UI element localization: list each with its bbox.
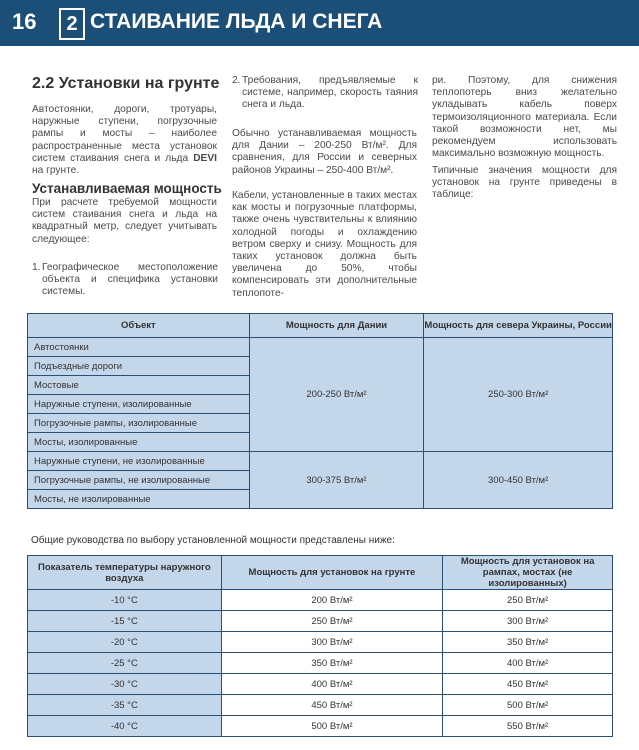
intro-end: на грунте. xyxy=(32,165,80,177)
table-row-object: Подъездные дороги xyxy=(28,357,250,376)
table-row-object: Мосты, изолированные xyxy=(28,433,250,452)
ramps-power-cell: 250 Вт/м² xyxy=(443,590,613,611)
typical-power-paragraph: Обычно устанавливаемая мощность для Дании – 200-250 Вт/м². Для сравнения, для России и северных районов Украины – 250-400 Вт/м². xyxy=(232,128,417,176)
table-row xyxy=(28,632,613,653)
ramps-power-cell: 400 Вт/м² xyxy=(443,653,613,674)
bridges-paragraph: Кабели, установленные в таких местах как мосты и погрузочные платформы, также очень чувствительны к влиянию холодной погоды и охлаждению ветром сверху и снизу. Мощность для таких установок должна быть увеличена до 50%, чтобы компенсировать эти дополнительные теплопоте- xyxy=(232,190,417,299)
intro-text: Автостоянки, дороги, тротуары, наружные ступени, погрузочные рампы и мосты – наиболее распространенные места установок систем стаивания снега и льда xyxy=(32,104,217,164)
table-row-object: Наружные ступени, не изолированные xyxy=(28,452,250,471)
table-row-object: Погрузочные рампы, не изолированные xyxy=(28,471,250,490)
table-intro-paragraph: Типичные значения мощности для установок на грунте приведены в таблице: xyxy=(432,165,617,201)
ramps-power-cell: 550 Вт/м² xyxy=(443,716,613,737)
temperature-cell: -40 °С xyxy=(28,716,222,737)
table-row-object: Наружные ступени, изолированные xyxy=(28,395,250,414)
table-row xyxy=(28,716,613,737)
header-object: Объект xyxy=(28,314,250,338)
guidelines-note: Общие руководства по выбору установленной мощности представлены ниже: xyxy=(31,535,395,546)
ramps-power-cell: 500 Вт/м² xyxy=(443,695,613,716)
page-header xyxy=(0,0,639,46)
table-row-object: Мостовые xyxy=(28,376,250,395)
table-row xyxy=(28,674,613,695)
table-row-object: Автостоянки xyxy=(28,338,250,357)
temperature-cell: -15 °С xyxy=(28,611,222,632)
ground-power-cell: 200 Вт/м² xyxy=(221,590,443,611)
ground-power-cell: 450 Вт/м² xyxy=(221,695,443,716)
list-number: 2. xyxy=(232,75,241,86)
table-row-object: Мосты, не изолированные xyxy=(28,490,250,509)
north-value-group-2: 300-450 Вт/м² xyxy=(424,452,613,509)
table-row xyxy=(28,653,613,674)
header-north: Мощность для севера Украины, России xyxy=(424,314,613,338)
temperature-power-table xyxy=(27,555,613,737)
list-text: Требования, предъявляемые к системе, например, скорость таяния снега и льда. xyxy=(242,75,418,111)
header-denmark: Мощность для Дании xyxy=(249,314,424,338)
brand-name: DEVI xyxy=(193,152,217,164)
table-row xyxy=(28,590,613,611)
temperature-cell: -30 °С xyxy=(28,674,222,695)
ramps-power-cell: 350 Вт/м² xyxy=(443,632,613,653)
list-text: Географическое местоположение объекта и специфика установки системы. xyxy=(42,262,218,298)
header-ground: Мощность для установок на грунте xyxy=(221,556,443,590)
ground-power-cell: 250 Вт/м² xyxy=(221,611,443,632)
temperature-cell: -20 °С xyxy=(28,632,222,653)
intro-paragraph xyxy=(32,104,217,177)
subheading: Устанавливаемая мощность xyxy=(32,181,222,196)
temperature-cell: -25 °С xyxy=(28,653,222,674)
ground-power-cell: 350 Вт/м² xyxy=(221,653,443,674)
ramps-power-cell: 450 Вт/м² xyxy=(443,674,613,695)
section-number-badge: 2 xyxy=(59,8,85,40)
power-paragraph: При расчете требуемой мощности систем стаивания снега и льда на квадратный метр, следует учитывать следующее: xyxy=(32,197,217,245)
section-title: 2.2 Установки на грунте xyxy=(32,75,220,92)
header-temperature: Показатель температуры наружного воздуха xyxy=(28,556,222,590)
table-row-object: Погрузочные рампы, изолированные xyxy=(28,414,250,433)
table-row xyxy=(28,695,613,716)
north-value-group-1: 250-300 Вт/м² xyxy=(424,338,613,452)
header-ramps: Мощность для установок на рампах, мостах (не изолированных) xyxy=(443,556,613,590)
ground-power-cell: 300 Вт/м² xyxy=(221,632,443,653)
ramps-power-cell: 300 Вт/м² xyxy=(443,611,613,632)
insulation-paragraph: ри. Поэтому, для снижения теплопотерь вниз желательно укладывать кабель поверх термоизоляционного материала. Если такой возможности нет, мы рекомендуем использовать максимально возможную мощность. xyxy=(432,75,617,160)
denmark-value-group-2: 300-375 Вт/м² xyxy=(249,452,424,509)
table-row xyxy=(28,611,613,632)
list-number: 1. xyxy=(32,262,41,273)
typical-power-table xyxy=(27,313,613,509)
page-number: 16 xyxy=(12,9,37,34)
temperature-cell: -35 °С xyxy=(28,695,222,716)
denmark-value-group-1: 200-250 Вт/м² xyxy=(249,338,424,452)
chapter-title: СТАИВАНИЕ ЛЬДА И СНЕГА xyxy=(90,10,383,33)
ground-power-cell: 400 Вт/м² xyxy=(221,674,443,695)
ground-power-cell: 500 Вт/м² xyxy=(221,716,443,737)
temperature-cell: -10 °С xyxy=(28,590,222,611)
